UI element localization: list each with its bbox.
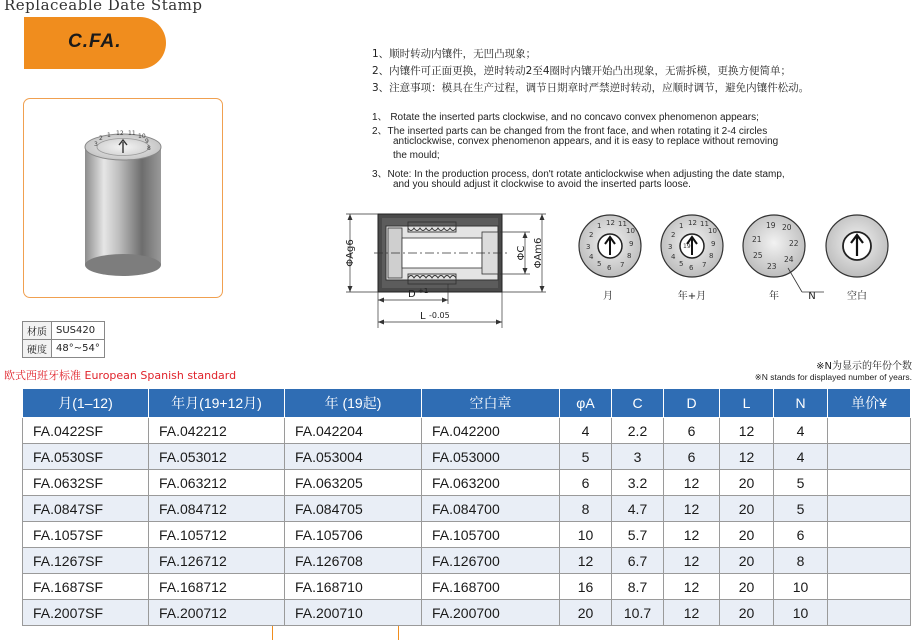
cell-blank: FA.200700 [422, 600, 560, 626]
svg-text:5: 5 [679, 260, 684, 268]
svg-text:3: 3 [586, 243, 591, 251]
divider-mark [272, 626, 273, 640]
note-cn-3: 3、注意事项：模具在生产过程，调节日期章时严禁逆时转动，应顺时调节，避免内镶件松动。 [372, 82, 810, 94]
svg-text:1: 1 [679, 222, 684, 230]
svg-text:6: 6 [689, 264, 694, 272]
technical-drawing [330, 200, 560, 330]
cell-c: 5.7 [612, 522, 664, 548]
note-cn-2: 2、内镶件可正面更换，逆时转动2至4圈时内镶开始凸出现象，无需拆模，更换方便简单； [372, 65, 792, 77]
cell-year: FA.168710 [285, 574, 422, 600]
cell-price [828, 470, 911, 496]
n-note-en: ※N stands for displayed number of years. [754, 372, 912, 382]
svg-text:10: 10 [708, 227, 717, 235]
cell-month: FA.2007SF [23, 600, 149, 626]
year-dial [743, 215, 824, 292]
cell-price [828, 600, 911, 626]
note-en-3b: and you should adjust it clockwise to avoid the inserted parts loose. [393, 179, 691, 190]
svg-text:2: 2 [99, 135, 103, 142]
svg-text:4: 4 [671, 253, 676, 261]
svg-text:20: 20 [782, 223, 792, 232]
cell-n: 10 [774, 600, 828, 626]
hardness-key: 硬度 [23, 340, 52, 358]
table-row [23, 444, 911, 470]
year-month-dial [661, 215, 723, 277]
note-cn-1: 1、顺时转动内镶件，无凹凸现象； [372, 48, 537, 60]
cell-c: 8.7 [612, 574, 664, 600]
cell-year-month: FA.084712 [149, 496, 285, 522]
cell-c: 4.7 [612, 496, 664, 522]
header-month: 月(1–12) [23, 389, 149, 418]
svg-text:2: 2 [671, 231, 676, 239]
cell-phi-a: 5 [560, 444, 612, 470]
cell-n: 8 [774, 548, 828, 574]
svg-text:25: 25 [753, 251, 763, 260]
table-row [23, 418, 911, 444]
cell-price [828, 496, 911, 522]
cell-blank: FA.168700 [422, 574, 560, 600]
cell-n: 6 [774, 522, 828, 548]
svg-text:19: 19 [766, 221, 776, 230]
svg-text:22: 22 [789, 239, 799, 248]
material-key: 材质 [23, 322, 52, 340]
cell-d: 12 [664, 548, 720, 574]
cell-l: 12 [720, 418, 774, 444]
cell-year: FA.053004 [285, 444, 422, 470]
cell-year: FA.126708 [285, 548, 422, 574]
cell-phi-a: 16 [560, 574, 612, 600]
cell-year: FA.063205 [285, 470, 422, 496]
month-dial [579, 215, 641, 277]
cell-month: FA.0847SF [23, 496, 149, 522]
cell-d: 12 [664, 574, 720, 600]
cell-year-month: FA.053012 [149, 444, 285, 470]
svg-text:3: 3 [668, 243, 673, 251]
cell-year: FA.084705 [285, 496, 422, 522]
cell-c: 2.2 [612, 418, 664, 444]
blank-dial-label: 空白 [847, 291, 867, 302]
blank-dial [826, 215, 888, 277]
table-header-row [23, 389, 911, 418]
svg-text:9: 9 [145, 138, 149, 145]
cell-d: 12 [664, 470, 720, 496]
cell-year-month: FA.063212 [149, 470, 285, 496]
cell-year: FA.105706 [285, 522, 422, 548]
cell-year-month: FA.042212 [149, 418, 285, 444]
svg-text:11: 11 [618, 220, 627, 228]
cell-d: 6 [664, 444, 720, 470]
svg-text:24: 24 [784, 255, 794, 264]
note-en-2b: anticlockwise, convex phenomenon appears, and it is easy to replace without removing [393, 136, 779, 147]
label-a-g6: ΦAg6 [345, 239, 356, 267]
note-en-3: 3、Note: In the production process, don't rotate anticlockwise when adjusting the date stamp, [372, 169, 785, 180]
label-l: L [420, 311, 426, 322]
n-note-cn: ※N为显示的年份个数 [816, 361, 912, 372]
cell-l: 20 [720, 574, 774, 600]
header-year: 年 (19起) [285, 389, 422, 418]
svg-text:8: 8 [627, 252, 632, 260]
header-d: D [664, 389, 720, 418]
product-code: C.FA. [68, 31, 122, 52]
cell-d: 6 [664, 418, 720, 444]
hardness-value: 48°~54° [52, 340, 105, 358]
month-dial-label: 月 [603, 291, 613, 302]
table-row [23, 496, 911, 522]
page-title: Replaceable Date Stamp [4, 0, 203, 14]
cell-phi-a: 4 [560, 418, 612, 444]
cell-price [828, 444, 911, 470]
cell-phi-a: 20 [560, 600, 612, 626]
table-row [23, 522, 911, 548]
svg-text:4: 4 [589, 253, 594, 261]
header-c: C [612, 389, 664, 418]
cell-year-month: FA.126712 [149, 548, 285, 574]
cell-phi-a: 6 [560, 470, 612, 496]
cell-l: 12 [720, 444, 774, 470]
cell-d: 12 [664, 522, 720, 548]
svg-text:1: 1 [597, 222, 602, 230]
cell-l: 20 [720, 600, 774, 626]
standard-label: 欧式西班牙标准 European Spanish standard [4, 369, 237, 382]
cell-l: 20 [720, 522, 774, 548]
cell-month: FA.0632SF [23, 470, 149, 496]
svg-text:11: 11 [128, 130, 136, 137]
svg-text:8: 8 [709, 252, 714, 260]
svg-text:3: 3 [94, 141, 98, 148]
cell-year-month: FA.200712 [149, 600, 285, 626]
svg-text:9: 9 [711, 240, 716, 248]
cell-month: FA.1687SF [23, 574, 149, 600]
cell-year: FA.042204 [285, 418, 422, 444]
label-a-m6: ΦAm6 [533, 237, 544, 269]
cell-price [828, 574, 911, 600]
svg-text:9: 9 [629, 240, 634, 248]
label-d: D [408, 289, 416, 300]
divider-mark [398, 626, 399, 640]
material-table [22, 321, 105, 358]
cell-d: 12 [664, 496, 720, 522]
label-c: ΦC [516, 245, 527, 261]
svg-text:2: 2 [589, 231, 594, 239]
product-code-badge [24, 17, 166, 69]
svg-text:12: 12 [116, 130, 124, 137]
svg-text:10: 10 [138, 133, 146, 140]
cell-phi-a: 10 [560, 522, 612, 548]
cell-l: 20 [720, 470, 774, 496]
svg-text:1: 1 [107, 132, 111, 139]
svg-text:5: 5 [597, 260, 602, 268]
svg-text:11: 11 [700, 220, 709, 228]
n-label: N [808, 291, 816, 302]
cell-d: 12 [664, 600, 720, 626]
cell-month: FA.1267SF [23, 548, 149, 574]
year-dial-label: 年 [769, 291, 779, 302]
svg-text:23: 23 [767, 262, 777, 271]
cell-price [828, 522, 911, 548]
cell-c: 3.2 [612, 470, 664, 496]
cell-n: 5 [774, 470, 828, 496]
header-price: 单价¥ [828, 389, 911, 418]
cell-year: FA.200710 [285, 600, 422, 626]
table-row [23, 574, 911, 600]
svg-text:12: 12 [606, 219, 615, 227]
hardness-row [23, 340, 105, 358]
cell-blank: FA.084700 [422, 496, 560, 522]
cell-c: 6.7 [612, 548, 664, 574]
dial-diagrams [570, 206, 900, 306]
cell-blank: FA.063200 [422, 470, 560, 496]
cell-n: 4 [774, 444, 828, 470]
table-row [23, 470, 911, 496]
cell-blank: FA.126700 [422, 548, 560, 574]
cell-n: 5 [774, 496, 828, 522]
header-year-month: 年月(19+12月) [149, 389, 285, 418]
cell-n: 10 [774, 574, 828, 600]
header-blank: 空白章 [422, 389, 560, 418]
svg-text:6: 6 [607, 264, 612, 272]
cell-price [828, 548, 911, 574]
svg-text:8: 8 [147, 145, 151, 152]
svg-text:12: 12 [688, 219, 697, 227]
material-row [23, 322, 105, 340]
table-body [23, 418, 911, 626]
cell-phi-a: 8 [560, 496, 612, 522]
cell-blank: FA.053000 [422, 444, 560, 470]
cell-blank: FA.042200 [422, 418, 560, 444]
header-l: L [720, 389, 774, 418]
cell-l: 20 [720, 548, 774, 574]
note-en-2: 2、The inserted parts can be changed from the front face, and when rotating it 2-4 circles [372, 126, 768, 137]
cell-month: FA.0530SF [23, 444, 149, 470]
cell-year-month: FA.168712 [149, 574, 285, 600]
label-l-tolerance: -0.05 [429, 311, 450, 320]
note-en-2c: the mould; [393, 150, 440, 161]
year-month-dial-label: 年+月 [677, 291, 707, 302]
header-n: N [774, 389, 828, 418]
note-en-1: 1、 Rotate the inserted parts clockwise, and no concavo convex phenomenon appears; [372, 112, 759, 123]
label-d-tolerance: +1 [418, 287, 429, 295]
cell-n: 4 [774, 418, 828, 444]
date-stamp-cylinder-image [24, 99, 222, 297]
table-row [23, 548, 911, 574]
header-phi-a: φA [560, 389, 612, 418]
cell-blank: FA.105700 [422, 522, 560, 548]
svg-text:19: 19 [683, 243, 691, 250]
cell-phi-a: 12 [560, 548, 612, 574]
cell-year-month: FA.105712 [149, 522, 285, 548]
svg-text:7: 7 [702, 261, 707, 269]
material-value: SUS420 [52, 322, 105, 340]
svg-text:10: 10 [626, 227, 635, 235]
cell-month: FA.0422SF [23, 418, 149, 444]
spec-table [22, 388, 911, 626]
cell-month: FA.1057SF [23, 522, 149, 548]
cell-price [828, 418, 911, 444]
product-photo [23, 98, 223, 298]
cell-c: 10.7 [612, 600, 664, 626]
cell-l: 20 [720, 496, 774, 522]
svg-text:21: 21 [752, 235, 762, 244]
table-row [23, 600, 911, 626]
svg-text:7: 7 [620, 261, 625, 269]
cell-c: 3 [612, 444, 664, 470]
